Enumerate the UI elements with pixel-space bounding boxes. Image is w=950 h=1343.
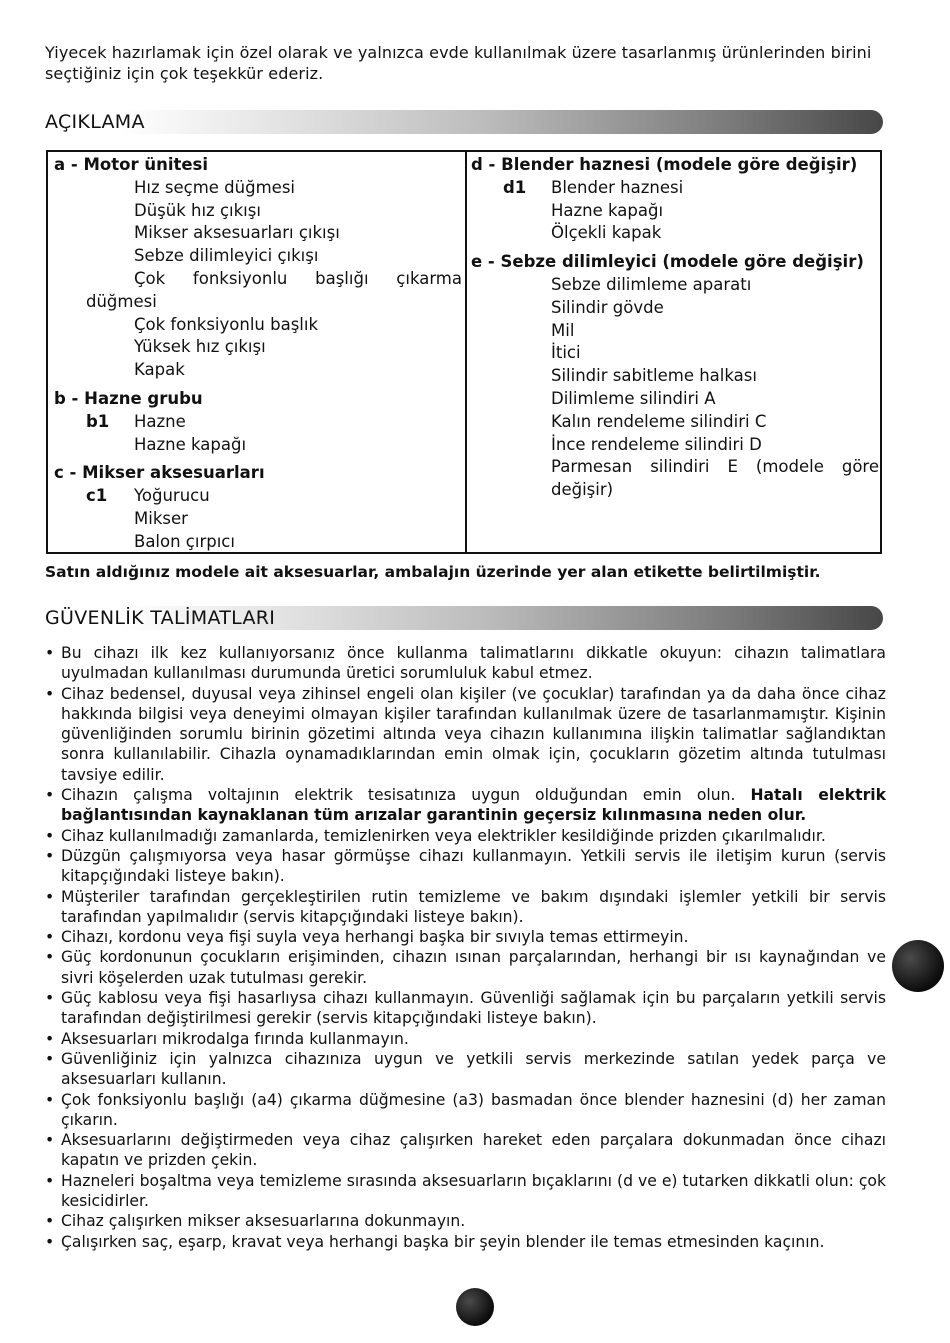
safety-text: Güvenliğiniz için yalnızca cihazınıza uygun ve yetkili servis merkezinde satılan yedek parça ve aksesuarları kullanın. [61,1049,886,1089]
safety-item [45,1171,886,1212]
safety-item [45,1090,886,1131]
item-code: c1 [86,486,108,506]
safety-item [45,887,886,928]
legend-item: İtici [551,343,581,363]
legend-item: Hazne [134,411,186,431]
legend-item: Sebze dilimleme aparatı [551,274,752,294]
safety-text: Bu cihazı ilk kez kullanıyorsanız önce kullanma talimatlarını dikkatle okuyun: cihazın talimatlara uyulmadan kullanılması durumunda üretici sorumluluk kabul etmez. [61,644,886,683]
safety-warning-bold: Hatalı elektrik bağlantısından kaynaklanan tüm arızalar garantinin geçersiz kılınmasına neden olur. [61,786,886,825]
safety-text: Güç kordonunun çocukların erişiminden, cihazın ısınan parçalarından, herhangi bir ısı kaynağından ve sivri köşelerden uzak tutulması gerekir. [61,948,886,987]
safety-item [45,1211,886,1231]
bullet-icon: • [45,846,55,865]
safety-item [45,1049,886,1090]
safety-text: Aksesuarlarını değiştirmeden veya cihaz çalışırken hareket eden parçalara dokunmadan önce cihazı kapatın ve prizden çekin. [61,1131,886,1170]
legend-item: Çok fonksiyonlu başlık [134,314,319,334]
safety-text: Cihaz çalışırken mikser aksesuarlarına dokunmayın. [61,1212,466,1231]
legend-item: Parmesan silindiri E (modele göre değişir) [551,457,879,500]
safety-text: Hazneleri boşaltma veya temizleme sırasında aksesuarların bıçaklarını (d ve e) tutarken dikkatli olun: çok kesicidirler. [61,1171,886,1211]
legend-group-d [471,154,879,245]
bullet-icon: • [45,887,55,906]
safety-item [45,785,886,826]
bullet-icon: • [45,1049,55,1068]
legend-sub-item [54,411,462,434]
bullet-icon: • [45,1212,55,1231]
legend-item: Blender haznesi [551,177,684,197]
legend-item: Dilimleme silindiri A [551,388,716,408]
legend-group-c [54,462,462,553]
legend-sub-item [471,177,879,200]
section-title: AÇIKLAMA [45,111,145,133]
legend-item: Yoğurucu [134,486,210,506]
safety-text: Müşteriler tarafından gerçekleştirilen rutin temizleme ve bakım dışındaki işlemler yetkili bir servis tarafından yapılmalıdır (servis kitapçığındaki listeye bakın). [61,887,886,926]
group-title: b - Hazne grubu [54,388,203,408]
legend-group-e [471,251,879,502]
group-title: d - Blender haznesi (modele göre değişir) [471,155,858,174]
item-code: d1 [503,177,527,197]
bullet-icon: • [45,644,55,662]
bullet-icon: • [45,826,55,845]
bullet-icon: • [45,948,55,967]
legend-item: İnce rendeleme silindiri D [551,434,762,454]
safety-text: Cihaz kullanılmadığı zamanlarda, temizlenirken veya elektrikler kesildiğinde prizden çıkarılmalıdır. [61,826,826,845]
safety-item [45,927,886,947]
safety-text: Çok fonksiyonlu başlığı (a4) çıkarma düğmesine (a3) basmadan önce blender haznesini (d) her zaman çıkarın. [61,1090,886,1129]
legend-item: Silindir sabitleme halkası [551,366,757,386]
bullet-icon: • [45,1090,55,1109]
group-title: c - Mikser aksesuarları [54,463,265,483]
legend-left-column [54,154,462,560]
legend-item: Düşük hız çıkışı [134,200,261,220]
accessory-note: Satın aldığınız modele ait aksesuarlar, ambalajın üzerinde yer alan etikette belirtilmiştir. [45,563,821,581]
safety-item [45,1029,886,1049]
section-header-guvenlik [45,606,883,630]
legend-divider [465,152,467,552]
legend-group-b [54,388,462,456]
group-title: e - Sebze dilimleyici (modele göre değişir) [471,252,864,272]
legend-table [46,150,882,554]
bullet-icon: • [45,1029,55,1048]
safety-text: Cihazın çalışma voltajının elektrik tesisatınıza uygun olduğundan emin olun. [61,786,736,805]
safety-text: Düzgün çalışmıyorsa veya hasar görmüşse cihazı kullanmayın. Yetkili servis ile iletişim kurun (servis kitapçığındaki listeye bakın). [61,846,886,886]
bullet-icon: • [45,786,55,805]
legend-item: Balon çırpıcı [134,531,235,551]
safety-item [45,1130,886,1171]
bullet-icon: • [45,989,55,1008]
legend-item: Hazne kapağı [551,200,664,220]
section-title: GÜVENLİK TALİMATLARI [45,607,276,629]
legend-item: Silindir gövde [551,297,664,317]
legend-item-continued: düğmesi [86,291,157,311]
item-code: b1 [86,411,110,431]
legend-item: Kalın rendeleme silindiri C [551,411,767,431]
bullet-icon: • [45,1171,55,1190]
safety-list [45,643,886,1252]
safety-text: Cihaz bedensel, duyusal veya zihinsel engeli olan kişiler (ve çocuklar) tarafından ya da daha önce cihaz hakkında bilgisi veya deneyimi olmayan kişiler tarafından kullanılmak üzere de tasarlanmamıştır. Kişinin güvenliğinden sorumlu birinin gözetimi altında veya cihazın kullanımına ilişkin talimatlar sağlandıktan sonra kullanılabilir. Cihazla oynamadıklarından emin olmak için, çocukların gözetim altında tutulması tavsiye edilir. [61,684,886,784]
legend-item: Yüksek hız çıkışı [134,337,266,357]
intro-text: Yiyecek hazırlamak için özel olarak ve yalnızca evde kullanılmak üzere tasarlanmış ürünlerinden birini seçtiğiniz için çok teşekkür ederiz. [45,43,872,83]
group-title: a - Motor ünitesi [54,155,209,174]
legend-group-a [54,154,462,382]
bullet-icon: • [45,928,55,947]
legend-item: Mikser [134,508,188,528]
section-header-aciklama [45,110,883,134]
safety-item [45,826,886,846]
legend-item: Mil [551,320,575,340]
safety-item [45,947,886,988]
legend-right-column [471,154,879,508]
safety-item [45,643,886,684]
legend-item: Çok fonksiyonlu başlığı çıkarma [134,268,462,288]
legend-sub-item [54,485,462,508]
bullet-icon: • [45,1131,55,1150]
safety-item [45,988,886,1029]
page-number-circle-icon [456,1288,494,1326]
safety-text: Çalışırken saç, eşarp, kravat veya herhangi başka bir şeyin blender ile temas etmesinden kaçının. [61,1232,825,1251]
safety-text: Aksesuarları mikrodalga fırında kullanmayın. [61,1029,409,1048]
language-tab-circle-icon [892,940,944,992]
legend-item: Sebze dilimleyici çıkışı [134,246,319,266]
legend-item: Mikser aksesuarları çıkışı [134,223,340,243]
legend-item: Ölçekli kapak [551,223,662,243]
safety-item [45,846,886,887]
safety-text: Güç kablosu veya fişi hasarlıysa cihazı kullanmayın. Güvenliği sağlamak için bu parçaların yetkili servis tarafından değiştirilmesi gerekir (servis kitapçığındaki listeye bakın). [61,989,886,1028]
safety-item [45,684,886,785]
safety-item [45,1232,886,1252]
legend-item: Hız seçme düğmesi [134,177,295,197]
bullet-icon: • [45,684,55,703]
legend-item: Kapak [134,360,185,380]
legend-item: Hazne kapağı [134,434,247,454]
bullet-icon: • [45,1232,55,1251]
safety-text: Cihazı, kordonu veya fişi suyla veya herhangi başka bir sıvıyla temas ettirmeyin. [61,928,689,947]
